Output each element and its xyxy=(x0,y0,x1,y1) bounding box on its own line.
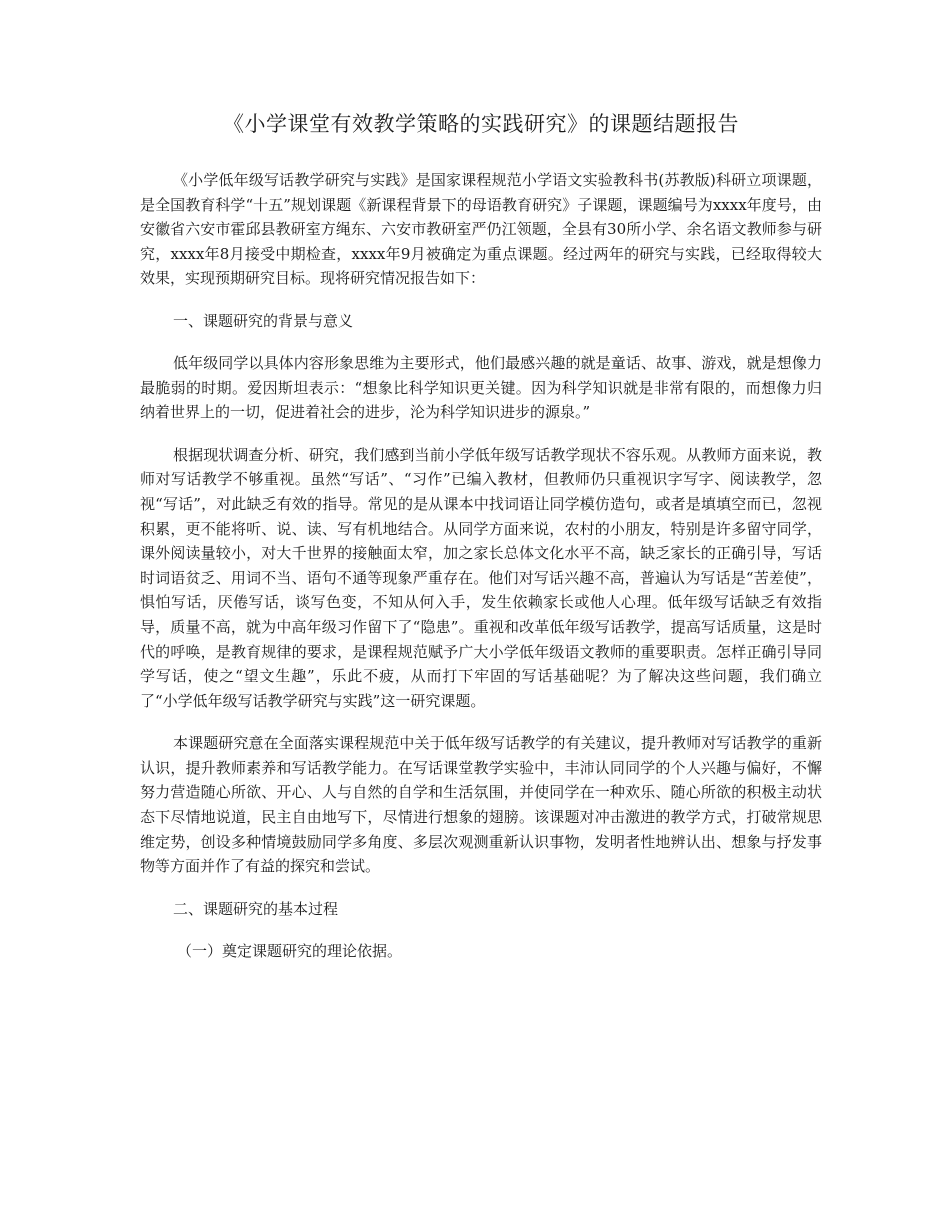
research-purpose-paragraph: 本课题研究意在全面落实课程规范中关于低年级写话教学的有关建议，提升教师对写话教学的重新认识，提升教师素养和写话教学能力。在写话课堂教学实验中，丰沛认同同学的个人兴趣与偏好，不懈努力营造随心所欲、开心、人与自然的自学和生活氛围，并使同学在一种欢乐、随心所欲的积极主动状态下尽情地说道，民主自由地写下，尽情进行想象的翅膀。该课题对冲击激进的教学方式，打破常规思维定势，创设多种情境鼓励同学多角度、多层次观测重新认识事物，发明者性地辨认出、想象与抒发事物等方面并作了有益的探究和尝试。 xyxy=(140,734,822,876)
background-paragraph: 低年级同学以具体内容形象思维为主要形式，他们最感兴趣的就是童话、故事、游戏，就是想像力最脆弱的时期。爱因斯坦表示：“想象比科学知识更关键。因为科学知识就是非常有限的，而想像力归纳着世界上的一切，促进着社会的进步，沦为科学知识进步的源泉。” xyxy=(140,353,822,422)
status-analysis-paragraph: 根据现状调查分析、研究，我们感到当前小学低年级写话教学现状不容乐观。从教师方面来说，教师对写话教学不够重视。虽然“写话”、“习作”已编入教材，但教师仍只重视识字写字、阅读教学，忽视“写话”，对此缺乏有效的指导。常见的是从课本中找词语让同学模仿造句，或者是填填空而已，忽视积累，更不能将听、说、读、写有机地结合。从同学方面来说，农村的小朋友，特别是许多留守同学，课外阅读量较小，对大千世界的接触面太窄，加之家长总体文化水平不高，缺乏家长的正确引导，写话时词语贫乏、用词不当、语句不通等现象严重存在。他们对写话兴趣不高，普遍认为写话是“苦差使”，惧怕写话，厌倦写话，谈写色变，不知从何入手，发生依赖家长或他人心理。低年级写话缺乏有效指导，质量不高，就为中高年级习作留下了“隐患”。重视和改革低年级写话教学，提高写话质量，这是时代的呼唤，是教育规律的要求，是课程规范赋予广大小学低年级语文教师的重要职责。怎样正确引导同学写话，使之“望文生趣”，乐此不疲，从而打下牢固的写话基础呢？为了解决这些问题，我们确立了“小学低年级写话教学研究与实践”这一研究课题。 xyxy=(140,445,822,710)
intro-paragraph: 《小学低年级写话教学研究与实践》是国家课程规范小学语文实验教科书(苏教版)科研立项课题，是全国教育科学“十五”规划课题《新课程背景下的母语教育研究》子课题，课题编号为xxxx年度号，由安徽省六安市霍邱县教研室方绳东、六安市教研室严仍江领题，全县有30所小学、余名语文教师参与研究，xxxx年8月接受中期检查，xxxx年9月被确定为重点课题。经过两年的研究与实践，已经取得较大效果，实现预期研究目标。现将研究情况报告如下： xyxy=(140,171,822,288)
document-title: 《小学课堂有效教学策略的实践研究》的课题结题报告 xyxy=(223,112,739,136)
document-page xyxy=(140,108,822,981)
subsection-heading-theory: （一）奠定课题研究的理论依据。 xyxy=(177,941,403,960)
section-heading-background: 一、课题研究的背景与意义 xyxy=(173,311,354,330)
section-heading-process: 二、课题研究的基本过程 xyxy=(173,899,339,918)
